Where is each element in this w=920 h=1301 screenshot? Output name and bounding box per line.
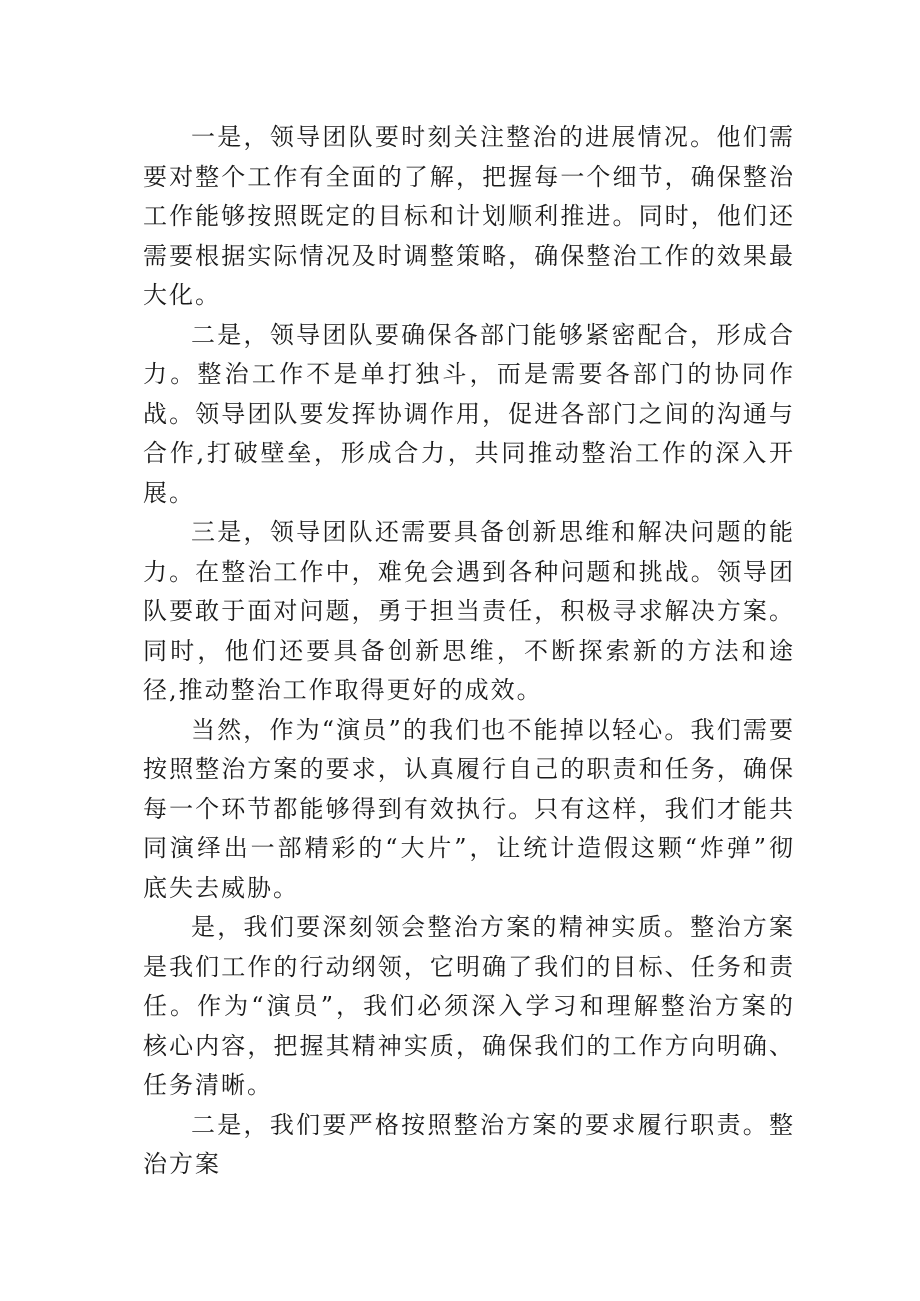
- paragraph-leadership-monitoring: 一是，领导团队要时刻关注整治的进展情况。他们需要对整个工作有全面的了解，把握每一个细节，确保整治工作能够按照既定的目标和计划顺利推进。同时，他们还需要根据实际情况及时调整策略，确保整治工作的效果最大化。: [143, 123, 795, 309]
- paragraph-innovative-thinking: 三是，领导团队还需要具备创新思维和解决问题的能力。在整治工作中，难免会遇到各种问题和挑战。领导团队要敢于面对问题，勇于担当责任，积极寻求解决方案。同时，他们还要具备创新思维，不断探索新的方法和途径,推动整治工作取得更好的成效。: [143, 518, 795, 704]
- paragraph-understand-plan: 是，我们要深刻领会整治方案的精神实质。整治方案是我们工作的行动纲领，它明确了我们的目标、任务和责任。作为“演员”，我们必须深入学习和理解整治方案的核心内容，把握其精神实质，确保我们的工作方向明确、任务清晰。: [143, 913, 795, 1099]
- document-body: [143, 118, 795, 1185]
- paragraph-fulfill-duties: 二是，我们要严格按照整治方案的要求履行职责。整治方案: [143, 1110, 795, 1178]
- paragraph-department-coordination: 二是，领导团队要确保各部门能够紧密配合，形成合力。整治工作不是单打独斗，而是需要各部门的协同作战。领导团队要发挥协调作用，促进各部门之间的沟通与合作,打破壁垒，形成合力，共同推动整治工作的深入开展。: [143, 320, 795, 507]
- paragraph-actors-responsibility: 当然，作为“演员”的我们也不能掉以轻心。我们需要按照整治方案的要求，认真履行自己的职责和任务，确保每一个环节都能够得到有效执行。只有这样，我们才能共同演绎出一部精彩的“大片”，让统计造假这颗“炸弹”彻底失去威胁。: [143, 715, 795, 902]
